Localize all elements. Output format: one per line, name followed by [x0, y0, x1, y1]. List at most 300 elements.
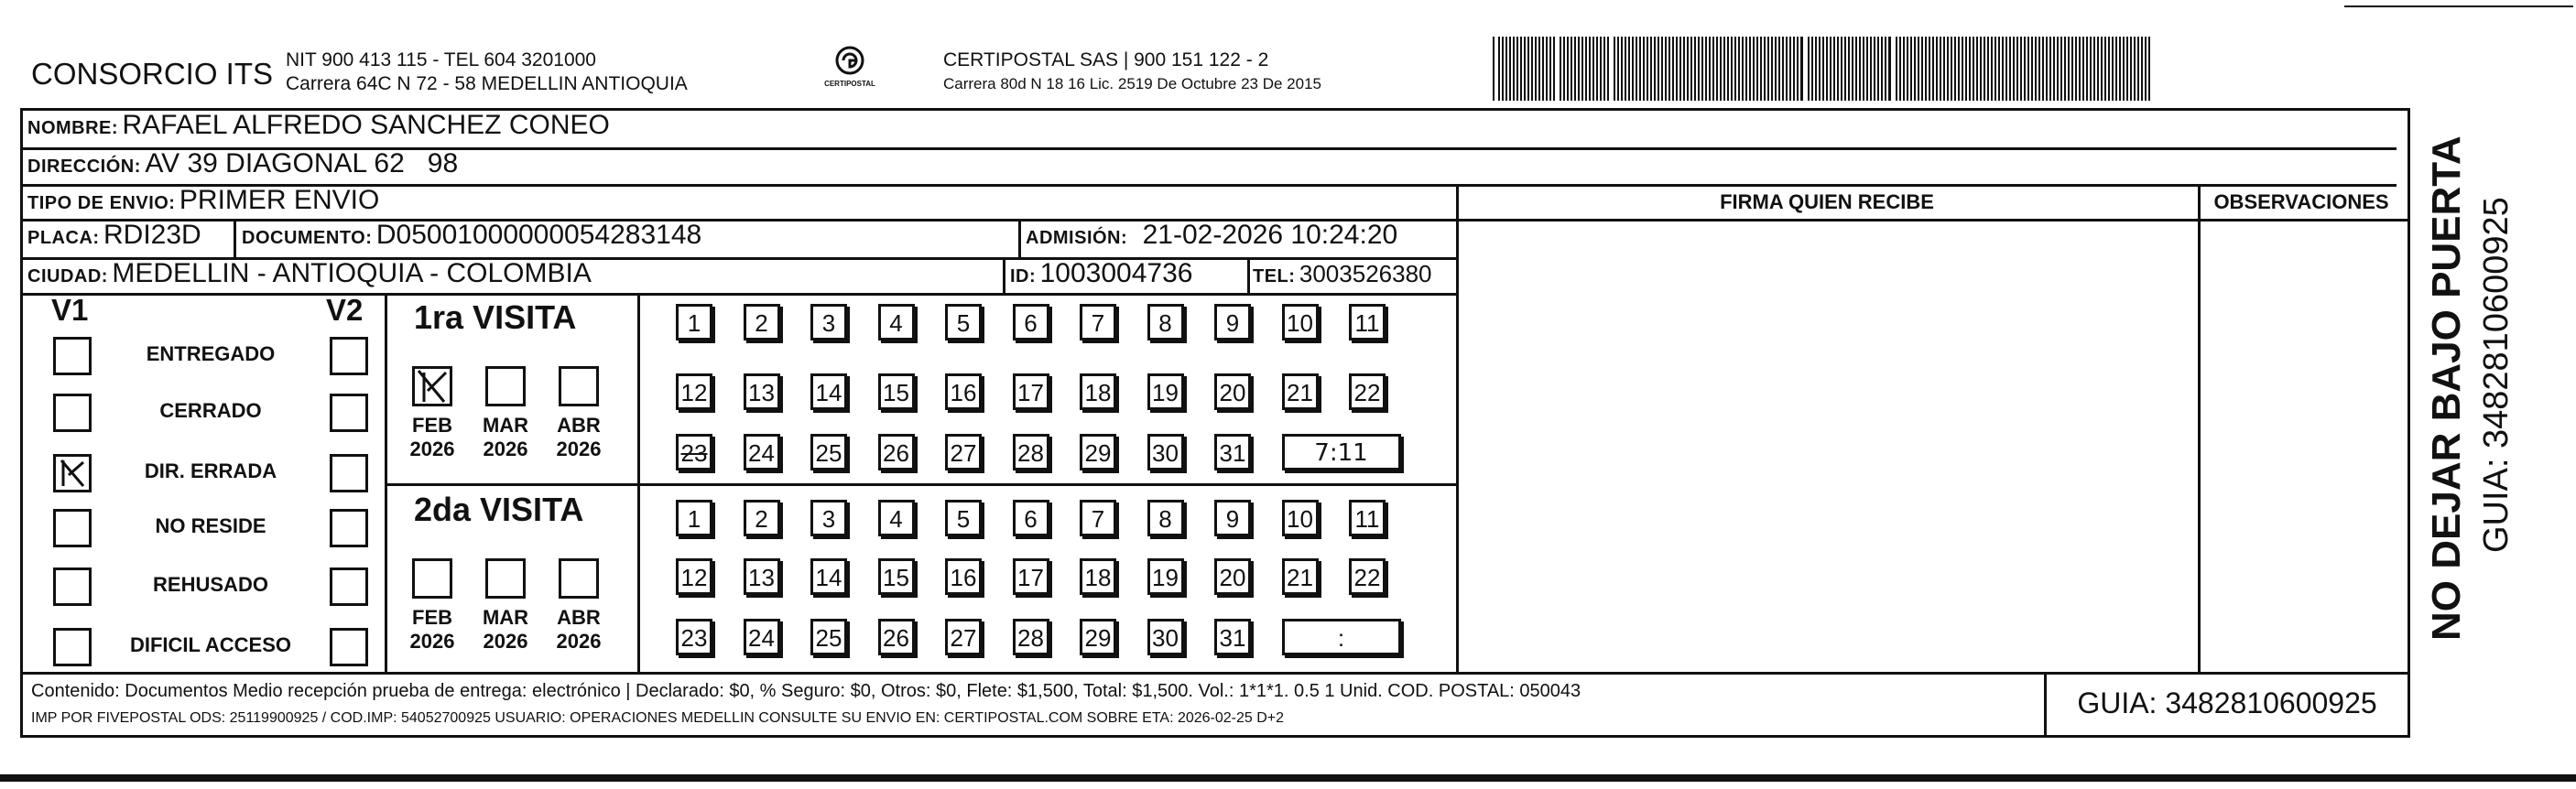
v1-checkbox-4[interactable] [53, 567, 92, 606]
postal-line2: Carrera 80d N 18 16 Lic. 2519 De Octubre 23 De 2015 [943, 75, 1321, 92]
day-box-23[interactable]: 23 [676, 434, 712, 470]
month-label [405, 414, 460, 461]
barcode-bar [1585, 37, 1587, 101]
barcode-bar [1592, 37, 1594, 101]
v1-checkbox-1[interactable] [53, 394, 92, 432]
day-box-14[interactable]: 14 [810, 373, 847, 410]
direccion-row [27, 148, 458, 179]
day-box-18[interactable]: 18 [1080, 373, 1116, 410]
barcode-bar [1877, 37, 1879, 101]
v1-checkbox-3[interactable] [53, 509, 92, 547]
barcode-bar [1793, 37, 1795, 101]
day-box-13[interactable]: 13 [744, 558, 780, 595]
tipo-row [27, 185, 379, 216]
day-box-9[interactable]: 9 [1214, 304, 1251, 340]
barcode-bar [1647, 37, 1648, 101]
month-checkbox[interactable] [412, 366, 452, 406]
status-label: REHUSADO [153, 573, 268, 596]
direccion-label: DIRECCIÓN: [27, 157, 141, 177]
day-box-18[interactable]: 18 [1080, 558, 1116, 595]
barcode [1493, 37, 2159, 101]
barcode-bar [1705, 37, 1707, 101]
logo-mark-icon [827, 44, 873, 77]
barcode-bar [2123, 37, 2125, 101]
barcode-bar [1958, 37, 1960, 101]
v2-checkbox-0[interactable] [330, 337, 368, 375]
barcode-bar [1951, 37, 1952, 101]
barcode-bar [1683, 37, 1685, 101]
barcode-bar [1668, 37, 1670, 101]
ciudad-cell [27, 258, 592, 289]
month-checkbox[interactable] [559, 558, 599, 599]
day-box-11[interactable]: 11 [1349, 304, 1386, 340]
footer-guia: GUIA: 3482810600925 [2077, 686, 2377, 719]
barcode-bar [2035, 37, 2037, 101]
barcode-bar [1672, 37, 1674, 101]
v1-label: V1 [51, 293, 89, 327]
barcode-bar [1589, 37, 1591, 101]
company-name: CONSORCIO ITS [31, 57, 274, 91]
day-box-25[interactable]: 25 [810, 619, 847, 655]
day-box-20[interactable]: 20 [1214, 373, 1251, 410]
barcode-bar [1800, 37, 1803, 101]
month-year: 2026 [483, 438, 528, 460]
barcode-bar [1782, 37, 1784, 101]
day-box-4[interactable]: 4 [878, 500, 915, 536]
day-box-7[interactable]: 7 [1080, 500, 1116, 536]
barcode-bar [2057, 37, 2059, 101]
certipostal-logo [813, 44, 886, 99]
barcode-bar [1516, 37, 1518, 101]
day-box-22[interactable]: 22 [1349, 558, 1386, 595]
barcode-bar [1918, 37, 1919, 101]
barcode-bar [2031, 37, 2033, 101]
barcode-bar [2097, 37, 2099, 101]
day-box-26[interactable]: 26 [878, 434, 915, 470]
barcode-bar [1888, 37, 1891, 101]
scan-artifact [2344, 5, 2573, 7]
v2-label: V2 [326, 293, 364, 327]
barcode-bar [1870, 37, 1872, 101]
barcode-bar [1563, 37, 1565, 101]
day-box-6[interactable]: 6 [1013, 304, 1049, 340]
day-box-19[interactable]: 19 [1147, 558, 1184, 595]
barcode-bar [1899, 37, 1901, 101]
day-box-17[interactable]: 17 [1013, 373, 1049, 410]
barcode-bar [1639, 37, 1641, 101]
barcode-bar [1694, 37, 1696, 101]
barcode-bar [1940, 37, 1941, 101]
first-visit-title: 1ra VISITA [414, 298, 577, 336]
day-box-31[interactable]: 31 [1214, 619, 1251, 655]
check-mark-icon [415, 369, 451, 405]
barcode-bar [1505, 37, 1507, 101]
barcode-bar [1698, 37, 1700, 101]
barcode-bar [1493, 37, 1495, 101]
section-divider [385, 293, 387, 672]
cell-divider [1247, 257, 1250, 293]
barcode-bar [1815, 37, 1817, 101]
barcode-bar [1553, 37, 1555, 101]
barcode-bar [1560, 37, 1561, 101]
barcode-bar [1775, 37, 1777, 101]
barcode-bar [2145, 37, 2147, 101]
barcode-bar [1632, 37, 1634, 101]
logo-text: CERTIPOSTAL [824, 80, 875, 88]
barcode-bar [2148, 37, 2150, 101]
barcode-bar [1811, 37, 1813, 101]
day-box-16[interactable]: 16 [945, 558, 982, 595]
tel-label: TEL: [1253, 266, 1296, 286]
side-guia-text: GUIA: 3482810600925 [2477, 197, 2516, 553]
barcode-bar [1720, 37, 1722, 101]
day-box-3[interactable]: 3 [810, 304, 847, 340]
status-label: CERRADO [159, 399, 262, 422]
day-box-10[interactable]: 10 [1282, 500, 1319, 536]
day-box-30[interactable]: 30 [1147, 619, 1184, 655]
barcode-bar [1925, 37, 1927, 101]
day-box-10[interactable]: 10 [1282, 304, 1319, 340]
barcode-bar [1980, 37, 1982, 101]
day-box-5[interactable]: 5 [945, 500, 982, 536]
day-box-4[interactable]: 4 [878, 304, 915, 340]
month-checkbox[interactable] [559, 366, 599, 406]
tipo-value: PRIMER ENVIO [179, 185, 380, 215]
status-label: NO RESIDE [155, 514, 266, 537]
barcode-bar [1760, 37, 1762, 101]
barcode-bar [1513, 37, 1515, 101]
barcode-bar [1607, 37, 1609, 101]
barcode-bar [1701, 37, 1703, 101]
day-box-25[interactable]: 25 [810, 434, 847, 470]
barcode-bar [1502, 37, 1504, 101]
barcode-bar [1643, 37, 1645, 101]
day-box-28[interactable]: 28 [1013, 434, 1049, 470]
barcode-bar [2046, 37, 2048, 101]
barcode-bar [2038, 37, 2040, 101]
barcode-bar [2064, 37, 2066, 101]
barcode-bar [1596, 37, 1598, 101]
barcode-bar [2016, 37, 2018, 101]
barcode-bar [2086, 37, 2088, 101]
barcode-bar [1841, 37, 1842, 101]
barcode-bar [1771, 37, 1773, 101]
barcode-bar [1742, 37, 1744, 101]
v1-checkbox-2[interactable] [53, 454, 92, 492]
barcode-bar [1962, 37, 1963, 101]
barcode-bar [1527, 37, 1529, 101]
barcode-bar [1738, 37, 1740, 101]
barcode-bar [1581, 37, 1583, 101]
nombre-row [27, 110, 610, 141]
month-year: 2026 [409, 438, 455, 460]
day-box-1[interactable]: 1 [676, 500, 712, 536]
barcode-bar [2053, 37, 2055, 101]
status-label: DIR. ERRADA [144, 459, 277, 482]
barcode-bar [1936, 37, 1938, 101]
id-label: ID: [1010, 266, 1037, 286]
barcode-bar [1907, 37, 1908, 101]
day-box-23[interactable]: 23 [676, 619, 712, 655]
barcode-bar [1826, 37, 1828, 101]
barcode-bar [2134, 37, 2136, 101]
admision-cell [1026, 220, 1397, 251]
month-checkbox[interactable] [485, 558, 526, 599]
barcode-bar [1991, 37, 1993, 101]
barcode-bar [1808, 37, 1810, 101]
month-label [478, 414, 533, 461]
day-box-1[interactable]: 1 [676, 304, 712, 340]
month-name: ABR [557, 414, 601, 437]
company-line1: NIT 900 413 115 - TEL 604 3201000 [286, 49, 596, 70]
barcode-bar [2115, 37, 2117, 101]
id-value: 1003004736 [1039, 258, 1193, 288]
second-visit-title: 2da VISITA [414, 491, 584, 528]
barcode-bar [1976, 37, 1978, 101]
no-dejar-text: NO DEJAR BAJO PUERTA [2424, 135, 2469, 641]
barcode-bar [2079, 37, 2081, 101]
day-box-21[interactable]: 21 [1282, 373, 1319, 410]
barcode-bar [1954, 37, 1956, 101]
placa-label: PLACA: [27, 228, 100, 248]
barcode-bar [1910, 37, 1912, 101]
barcode-bar [1874, 37, 1875, 101]
day-box-27[interactable]: 27 [945, 619, 982, 655]
tel-cell [1253, 260, 1432, 288]
second-visit-time[interactable]: : [1282, 619, 1401, 655]
postal-line1: CERTIPOSTAL SAS | 900 151 122 - 2 [943, 49, 1269, 70]
day-box-29[interactable]: 29 [1080, 434, 1116, 470]
barcode-bar [1819, 37, 1821, 101]
status-label: DIFICIL ACCESO [129, 633, 291, 656]
barcode-bar [1628, 37, 1630, 101]
documento-cell [242, 220, 701, 251]
day-box-28[interactable]: 28 [1013, 619, 1049, 655]
barcode-bar [1753, 37, 1755, 101]
barcode-bar [1984, 37, 1985, 101]
day-box-30[interactable]: 30 [1147, 434, 1184, 470]
v2-checkbox-3[interactable] [330, 509, 368, 547]
month-year: 2026 [483, 630, 528, 653]
day-box-5[interactable]: 5 [945, 304, 982, 340]
observaciones-header: OBSERVACIONES [2213, 190, 2389, 213]
month-checkbox[interactable] [412, 558, 452, 599]
v2-checkbox-1[interactable] [330, 394, 368, 432]
check-mark-icon [56, 457, 89, 490]
barcode-bar [2101, 37, 2103, 101]
barcode-bar [1998, 37, 2000, 101]
barcode-bar [1571, 37, 1572, 101]
day-box-29[interactable]: 29 [1080, 619, 1116, 655]
barcode-bar [1896, 37, 1897, 101]
barcode-bar [2005, 37, 2007, 101]
barcode-bar [1786, 37, 1788, 101]
day-box-15[interactable]: 15 [878, 373, 915, 410]
month-name: FEB [412, 414, 452, 437]
id-cell [1010, 258, 1192, 289]
first-visit-time[interactable]: 7:11 [1282, 434, 1401, 470]
barcode-bar [2013, 37, 2015, 101]
barcode-bar [1712, 37, 1714, 101]
barcode-bar [1524, 37, 1526, 101]
barcode-bar [1749, 37, 1751, 101]
barcode-bar [1621, 37, 1623, 101]
barcode-bar [1764, 37, 1766, 101]
barcode-bar [1797, 37, 1799, 101]
day-box-31[interactable]: 31 [1214, 434, 1251, 470]
row-divider [20, 293, 1458, 296]
v2-checkbox-5[interactable] [330, 628, 368, 666]
cell-divider [234, 219, 236, 257]
barcode-bar [1987, 37, 1989, 101]
day-box-6[interactable]: 6 [1013, 500, 1049, 536]
barcode-bar [1676, 37, 1678, 101]
day-box-15[interactable]: 15 [878, 558, 915, 595]
cell-divider [1018, 219, 1021, 257]
tel-value: 3003526380 [1299, 260, 1432, 287]
barcode-bar [2020, 37, 2022, 101]
barcode-bar [2108, 37, 2110, 101]
day-box-24[interactable]: 24 [744, 619, 780, 655]
firma-header: FIRMA QUIEN RECIBE [1720, 190, 1934, 213]
barcode-bar [1921, 37, 1923, 101]
col-divider [2198, 184, 2201, 672]
barcode-bar [1542, 37, 1544, 101]
barcode-bar [1709, 37, 1711, 101]
day-box-14[interactable]: 14 [810, 558, 847, 595]
barcode-bar [1943, 37, 1945, 101]
barcode-bar [2112, 37, 2114, 101]
ciudad-label: CIUDAD: [27, 266, 108, 286]
day-box-2[interactable]: 2 [744, 500, 780, 536]
day-box-27[interactable]: 27 [945, 434, 982, 470]
v2-checkbox-2[interactable] [330, 454, 368, 492]
company-line2: Carrera 64C N 72 - 58 MEDELLIN ANTIOQUIA [286, 73, 688, 94]
barcode-bar [1723, 37, 1725, 101]
barcode-bar [1947, 37, 1949, 101]
barcode-bar [1767, 37, 1769, 101]
ciudad-value: MEDELLIN - ANTIOQUIA - COLOMBIA [112, 258, 592, 288]
day-box-12[interactable]: 12 [676, 558, 712, 595]
month-year: 2026 [556, 630, 602, 653]
barcode-bar [1690, 37, 1692, 101]
barcode-bar [1833, 37, 1835, 101]
barcode-bar [1863, 37, 1864, 101]
footer-line2: IMP POR FIVEPOSTAL ODS: 25119900925 / COD.IMP: 54052700925 USUARIO: OPERACIONES MEDELLIN CONSULTE SU ENVIO EN: CERTIPOSTAL.COM SOBRE ETA: 2026-02-25 D+2 [31, 710, 1285, 726]
barcode-bar [1866, 37, 1868, 101]
barcode-bar [2042, 37, 2044, 101]
barcode-bar [2141, 37, 2143, 101]
barcode-bar [1932, 37, 1934, 101]
month-label [405, 606, 460, 654]
barcode-bar [1567, 37, 1569, 101]
status-label: ENTREGADO [146, 342, 276, 365]
day-box-21[interactable]: 21 [1282, 558, 1319, 595]
barcode-bar [1549, 37, 1551, 101]
footer-line1: Contenido: Documentos Medio recepción prueba de entrega: electrónico | Declarado: $0, % Seguro: $0, Otros: $0, Flete: $1,500, Total: $1,500. Vol.: 1*1*1. 0.5 1 Unid. COD. POSTAL: 050043 [31, 681, 1581, 701]
v2-checkbox-4[interactable] [330, 567, 368, 606]
barcode-bar [1727, 37, 1729, 101]
day-box-24[interactable]: 24 [744, 434, 780, 470]
barcode-bar [1603, 37, 1605, 101]
day-box-9[interactable]: 9 [1214, 500, 1251, 536]
section-divider [385, 483, 1458, 486]
barcode-bar [1855, 37, 1857, 101]
barcode-bar [2130, 37, 2132, 101]
barcode-bar [2082, 37, 2084, 101]
day-box-11[interactable]: 11 [1349, 500, 1386, 536]
month-label [478, 606, 533, 654]
direccion-value: AV 39 DIAGONAL 62 98 [145, 148, 459, 178]
barcode-bar [2049, 37, 2051, 101]
day-box-19[interactable]: 19 [1147, 373, 1184, 410]
v1-checkbox-0[interactable] [53, 337, 92, 375]
barcode-bar [1538, 37, 1540, 101]
barcode-bar [2075, 37, 2077, 101]
admision-value: 21-02-2026 10:24:20 [1142, 220, 1398, 250]
barcode-bar [1914, 37, 1916, 101]
day-box-13[interactable]: 13 [744, 373, 780, 410]
day-box-8[interactable]: 8 [1147, 304, 1184, 340]
nombre-value: RAFAEL ALFREDO SANCHEZ CONEO [122, 110, 610, 140]
month-checkbox[interactable] [485, 366, 526, 406]
barcode-bar [1969, 37, 1971, 101]
placa-value: RDI23D [103, 220, 201, 250]
barcode-bar [1578, 37, 1580, 101]
barcode-bar [1679, 37, 1681, 101]
day-box-12[interactable]: 12 [676, 373, 712, 410]
day-box-3[interactable]: 3 [810, 500, 847, 536]
barcode-bar [1687, 37, 1689, 101]
barcode-bar [1614, 37, 1615, 101]
day-box-26[interactable]: 26 [878, 619, 915, 655]
barcode-bar [1837, 37, 1839, 101]
day-box-2[interactable]: 2 [744, 304, 780, 340]
barcode-bar [1881, 37, 1883, 101]
barcode-bar [1994, 37, 1996, 101]
barcode-bar [1965, 37, 1967, 101]
month-name: FEB [412, 606, 452, 629]
placa-cell [27, 220, 201, 251]
day-box-20[interactable]: 20 [1214, 558, 1251, 595]
barcode-bar [2068, 37, 2070, 101]
barcode-bar [2090, 37, 2092, 101]
month-label [551, 414, 606, 461]
day-box-8[interactable]: 8 [1147, 500, 1184, 536]
day-box-7[interactable]: 7 [1080, 304, 1116, 340]
barcode-bar [1661, 37, 1663, 101]
v1-checkbox-5[interactable] [53, 628, 92, 666]
barcode-bar [1830, 37, 1831, 101]
barcode-bar [1716, 37, 1718, 101]
barcode-bar [2060, 37, 2062, 101]
barcode-bar [2009, 37, 2011, 101]
barcode-bar [1973, 37, 1974, 101]
month-name: MAR [482, 414, 529, 437]
cell-divider [1003, 257, 1005, 293]
month-name: MAR [482, 606, 529, 629]
barcode-bar [1531, 37, 1533, 101]
barcode-bar [1859, 37, 1861, 101]
day-box-17[interactable]: 17 [1013, 558, 1049, 595]
barcode-bar [1665, 37, 1667, 101]
day-box-22[interactable]: 22 [1349, 373, 1386, 410]
barcode-bar [1658, 37, 1659, 101]
day-box-16[interactable]: 16 [945, 373, 982, 410]
barcode-bar [1822, 37, 1824, 101]
barcode-bar [1903, 37, 1905, 101]
barcode-bar [1636, 37, 1637, 101]
